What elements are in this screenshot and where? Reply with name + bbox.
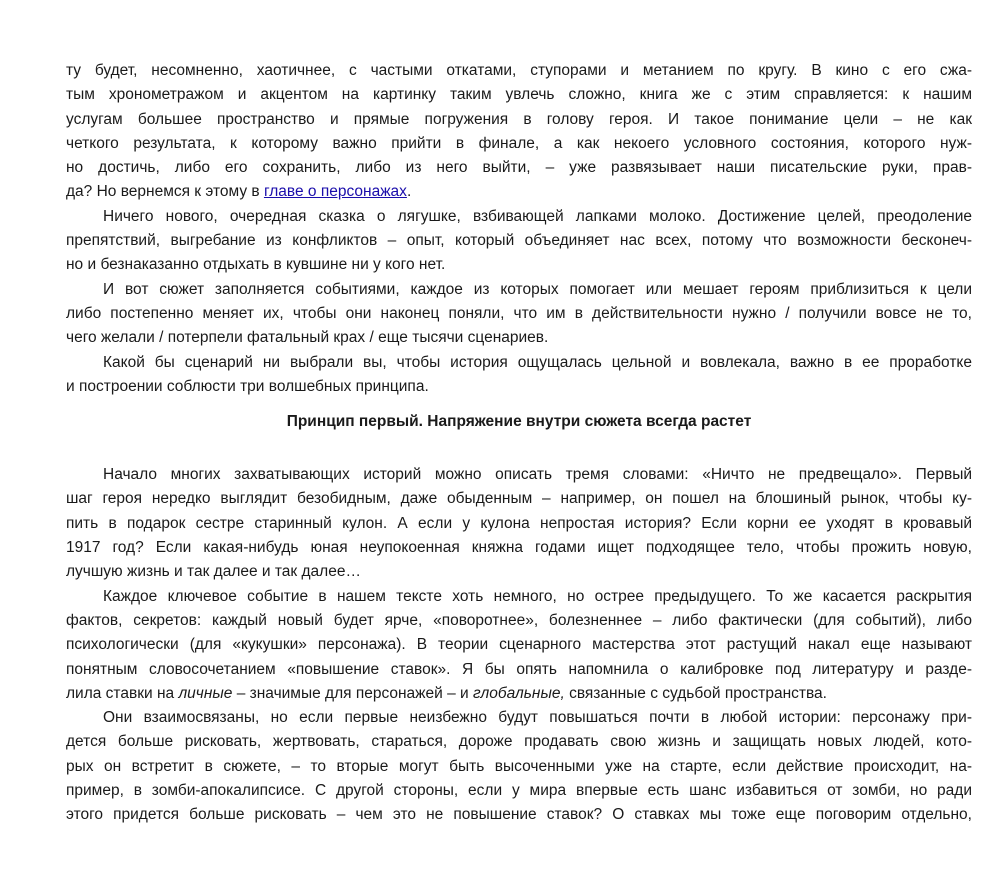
paragraph-intro	[66, 59, 972, 205]
text-line: пример, в зомби-апокалипсисе. С другой стороны, если у мира впервые есть шанс избавиться от зомби, но ради	[66, 782, 972, 800]
text-line: Начало многих захватывающих историй можно описать тремя словами: «Ничто не предвещало». Первый	[103, 466, 972, 484]
paragraph-linked	[66, 706, 972, 827]
text-line: четкого результата, к которому важно прийти в финале, а как некоего условного состояния, которого нуж-	[66, 134, 972, 152]
text-line: фактов, секретов: каждый новый будет ярче, «поворотнее», болезненнее – либо фактически (для событий), либо	[66, 611, 972, 629]
text-line: тым хронометражом и акцентом на картинку таким увлечь сложно, книга же с этим справляется: к нашим	[66, 86, 972, 104]
text-fragment: .	[406, 183, 412, 201]
text-line: 1917 год? Если какая-нибудь юная неупокоенная княжна годами ищет подходящее тело, чтобы прожить новую,	[66, 539, 972, 557]
section-heading: Принцип первый. Напряжение внутри сюжета всегда растет	[286, 413, 752, 431]
text-fragment: да? Но вернемся к этому в	[66, 183, 264, 201]
link-chapter-characters[interactable]: главе о персонажах	[263, 183, 407, 201]
text-line: чего желали / потерпели фатальный крах / еще тысячи сценариев.	[66, 329, 549, 347]
text-line: лучшую жизнь и так далее и так далее…	[66, 563, 361, 581]
text-line: но и безнаказанно отдыхать в кувшине ни у кого нет.	[66, 256, 446, 274]
text-line: либо постепенно меняет их, чтобы они наконец поняли, что им в действительности нужно / получили вовсе не то,	[66, 304, 972, 322]
italic-term: личные	[178, 684, 233, 702]
text-line: Какой бы сценарий ни выбрали вы, чтобы история ощущалась цельной и вовлекала, важно в ее проработке	[103, 353, 972, 371]
text-line: психологически (для «кукушки» персонажа). В теории сценарного мастерства этот растущий накал еще называют	[66, 636, 972, 654]
text-line: препятствий, выгребание из конфликтов – опыт, который объединяет нас всех, потому что возможности бесконеч-	[66, 232, 972, 250]
text-line: понятным словосочетанием «повышение ставок». Я бы опять напомнила о калибровке под литературу и разде-	[66, 660, 972, 678]
text-line: ту будет, несомненно, хаотичнее, с частыми откатами, ступорами и метанием по кругу. В кино с его сжа-	[66, 62, 972, 79]
paragraph-key-event	[66, 585, 972, 706]
text-line: но достичь, либо его сохранить, либо из него выйти, – уже развязывает наши писательские руки, прав-	[66, 159, 972, 177]
paragraph-frog	[66, 205, 972, 278]
text-line: Они взаимосвязаны, но если первые неизбежно будут повышаться почти в любой истории: персонажу при-	[103, 709, 972, 727]
text-line	[66, 682, 972, 706]
document-page	[66, 59, 972, 828]
text-line: рых он встретит в сюжете, – то вторые могут быть высоченными уже на старте, если действие происходит, на-	[66, 757, 972, 775]
italic-term: глобальные,	[473, 684, 565, 702]
text-line: пить в подарок сестре старинный кулон. А если у кулона непростая история? Если корни ее уходят в кровавый	[66, 514, 972, 532]
text-line: дется больше рисковать, жертвовать, стараться, дороже продавать свою жизнь и защищать новых людей, кото-	[66, 733, 972, 751]
text-line: Ничего нового, очередная сказка о лягушке, взбивающей лапками молоко. Достижение целей, преодоление	[103, 207, 972, 225]
text-line: этого придется больше рисковать – чем это не повышение ставок? О ставках мы тоже еще поговорим отдельно,	[66, 806, 972, 824]
text-fragment: связанные с судьбой пространства.	[564, 684, 827, 702]
text-line: Каждое ключевое событие в нашем тексте хоть немного, но острее предыдущего. То же касается раскрытия	[103, 587, 972, 605]
paragraph-scenario	[66, 351, 972, 400]
text-line: И вот сюжет заполняется событиями, каждое из которых помогает или мешает героям приблизиться к цели	[103, 280, 972, 298]
text-fragment: – значимые для персонажей – и	[232, 684, 474, 702]
paragraph-start	[66, 463, 972, 584]
text-line	[66, 180, 972, 204]
text-fragment: лила ставки на	[66, 684, 179, 702]
paragraph-events	[66, 278, 972, 351]
text-line: шаг героя нередко выглядит безобидным, даже обыденным – например, он пошел на блошиный рынок, чтобы ку-	[66, 490, 972, 508]
text-line: услугам большее пространство и прямые погружения в голову героя. И такое понимание цели – не как	[66, 110, 972, 128]
text-line: и построении соблюсти три волшебных принципа.	[66, 377, 429, 395]
